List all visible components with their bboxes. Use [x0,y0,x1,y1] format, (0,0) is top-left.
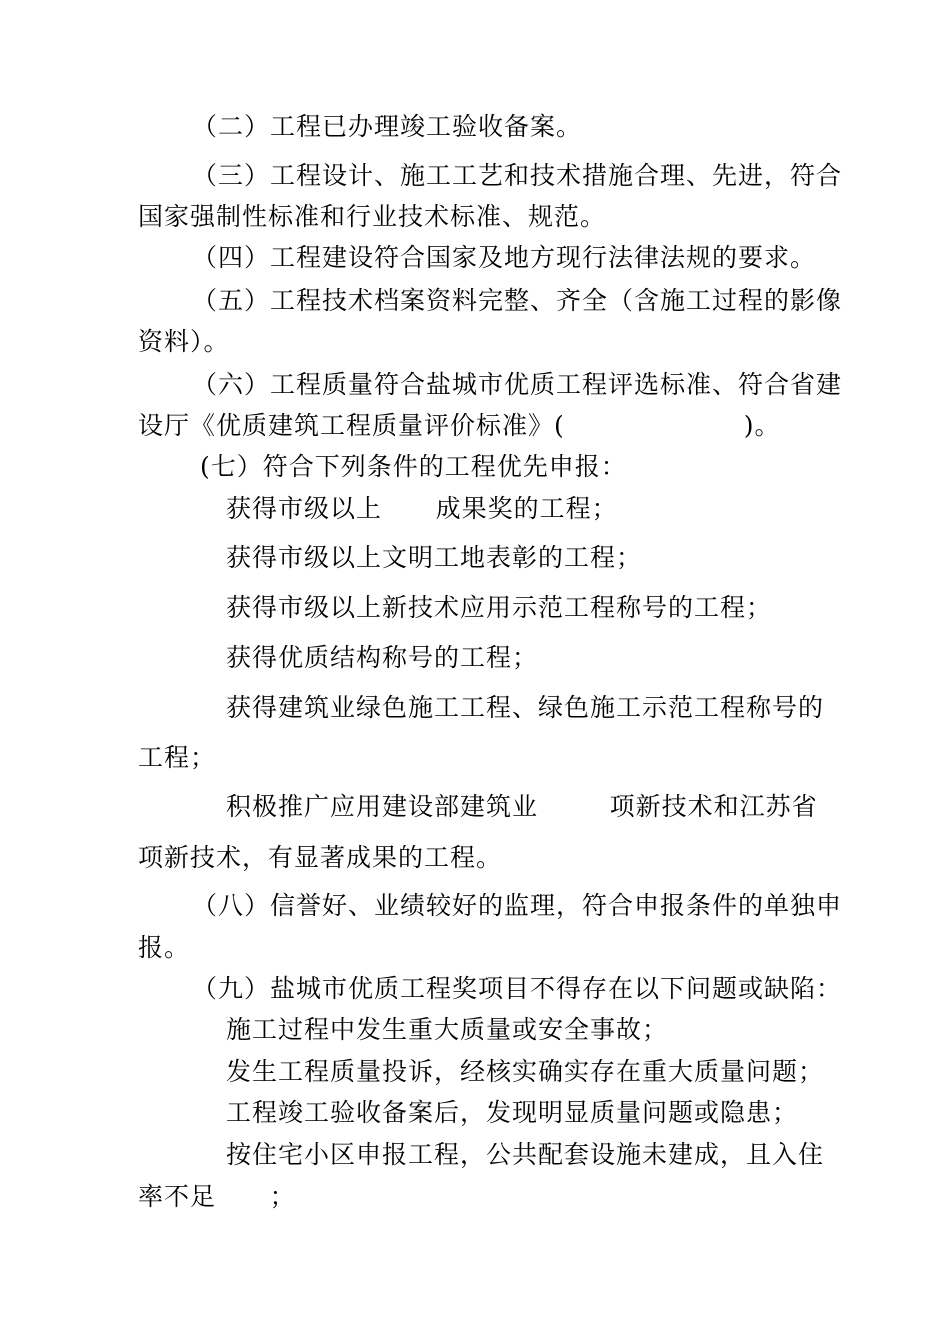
paragraph-8-line-2: 报。 [138,933,191,962]
paragraph-9-heading: （九）盐城市优质工程奖项目不得存在以下问题或缺陷： [192,974,843,1003]
paragraph-9-item-1: 施工过程中发生重大质量或安全事故； [226,1015,669,1044]
paragraph-7-item-5-line-2: 工程； [138,743,217,772]
paragraph-4-line: （四）工程建设符合国家及地方现行法律法规的要求。 [192,243,817,272]
paragraph-2-line: （二）工程已办理竣工验收备案。 [192,112,583,141]
paragraph-7-heading: (七）符合下列条件的工程优先申报： [200,452,627,481]
paragraph-7-item-3: 获得市级以上新技术应用示范工程称号的工程； [226,593,773,622]
paragraph-5-line-2: 资料）。 [138,327,230,356]
paragraph-7-item-2: 获得市级以上文明工地表彰的工程； [226,543,643,572]
paragraph-9-item-4-line-2: 率不足 ； [138,1182,296,1211]
paragraph-9-item-4-line-1: 按住宅小区申报工程，公共配套设施未建成，且入住 [226,1140,825,1169]
paragraph-5-line-1: （五）工程技术档案资料完整、齐全（含施工过程的影像 [192,286,843,315]
paragraph-9-item-2: 发生工程质量投诉，经核实确实存在重大质量问题； [226,1057,825,1086]
paragraph-6-line-2: 设厅《优质建筑工程质量评价标准》( )。 [138,411,781,440]
paragraph-7-item-1: 获得市级以上 成果奖的工程； [226,494,618,523]
paragraph-6-line-1: （六）工程质量符合盐城市优质工程评选标准、符合省建 [192,370,843,399]
paragraph-8-line-1: （八）信誉好、业绩较好的监理，符合申报条件的单独申 [192,891,843,920]
paragraph-9-item-3: 工程竣工验收备案后，发现明显质量问题或隐患； [226,1098,799,1127]
paragraph-3-line-1: （三）工程设计、施工工艺和技术措施合理、先进，符合 [192,161,843,190]
paragraph-7-item-5-line-1: 获得建筑业绿色施工工程、绿色施工示范工程称号的 [226,693,825,722]
paragraph-7-item-6-line-2: 项新技术，有显著成果的工程。 [138,843,503,872]
paragraph-7-item-4: 获得优质结构称号的工程； [226,643,539,672]
paragraph-7-item-6-line-1: 积极推广应用建设部建筑业 项新技术和江苏省 [226,792,818,821]
paragraph-3-line-2: 国家强制性标准和行业技术标准、规范。 [138,202,607,231]
